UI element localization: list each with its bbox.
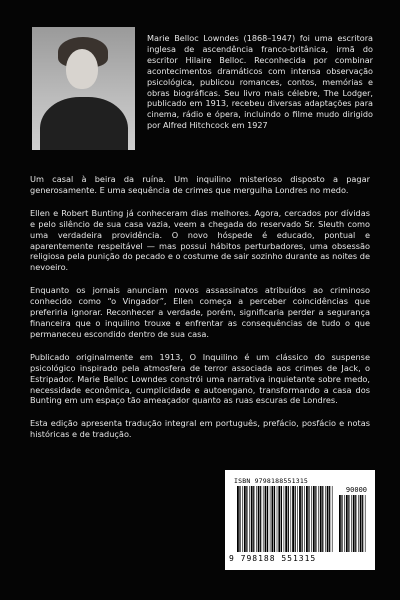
barcode-stripe <box>329 486 330 552</box>
barcode-stripe <box>346 495 348 552</box>
synopsis-paragraph-4: Publicado originalmente em 1913, O Inquilino é um clássico do suspense psicológico inspirado pela atmosfera de terror associada aos crimes de Jack, o Estripador. Marie Belloc Lowndes constrói uma narrativa inquietante sobre medo, necessidade econômica, cumplicidade e autoengano, transformando a casa dos Bunting em um espaço tão ameaçador quanto as ruas escuras de Londres. <box>30 351 370 406</box>
barcode-stripe <box>274 486 275 552</box>
author-photo-face <box>66 49 98 89</box>
barcode-stripe <box>365 495 366 552</box>
barcode-stripe <box>272 486 274 552</box>
barcode-stripe <box>313 486 315 552</box>
barcode-stripe <box>253 486 254 552</box>
barcode-stripe <box>295 486 296 552</box>
barcode-stripe <box>267 486 268 552</box>
author-photo-body <box>40 97 128 150</box>
price-barcode <box>339 495 367 552</box>
synopsis <box>30 174 370 452</box>
barcode-stripe <box>304 486 305 552</box>
barcode-stripe <box>278 486 280 552</box>
synopsis-paragraph-3: Enquanto os jornais anunciam novos assassinatos atribuídos ao criminoso conhecido como “o Vingador”, Ellen começa a perceber coincidências que preferiria ignorar. Reconhecer a verdade, porém, significaria perder a segurança financeira que o inquilino trouxe e enfrentar as consequências de tudo o que permaneceu escondido dentro de sua casa. <box>30 285 370 339</box>
barcode-stripe <box>360 495 362 552</box>
author-bio: Marie Belloc Lowndes (1868–1947) foi uma escritora inglesa de ascendência franco-britânica, irmã do escritor Hilaire Belloc. Reconhecida por combinar acontecimentos dramáticos com intensa observação psicológica, publicou romances, contos, memórias e obras biográficas. Seu livro mais célebre, The Lodger, publicado em 1913, recebeu diversas adaptações para cinema, rádio e ópera, incluindo o filme mudo dirigido por Alfred Hitchcock em 1927 <box>147 33 373 131</box>
barcode-stripe <box>239 486 240 552</box>
synopsis-paragraph-2: Ellen e Robert Bunting já conheceram dias melhores. Agora, cercados por dívidas e pelo silêncio de sua casa vazia, veem a chegada do reservado Sr. Sleuth como uma verdadeira providência. O novo hóspede é educado, pontual e aparentemente respeitável — mas possui hábitos perturbadores, uma obsessão religiosa pela punição do pecado e o costume de sair sozinho durante as noites de nevoeiro. <box>30 207 370 273</box>
barcode-stripe <box>327 486 329 552</box>
barcode-stripe <box>244 486 246 552</box>
barcode-stripe <box>318 486 319 552</box>
barcode-stripe <box>288 486 289 552</box>
barcode-stripe <box>249 486 250 552</box>
barcode-stripe <box>306 486 308 552</box>
synopsis-paragraph-1: Um casal à beira da ruína. Um inquilino misterioso disposto a pagar generosamente. E uma sequência de crimes que mergulha Londres no medo. <box>30 174 370 195</box>
barcode-stripe <box>325 486 326 552</box>
barcode-stripe <box>297 486 298 552</box>
barcode-stripe <box>277 486 278 552</box>
barcode-stripe <box>281 486 282 552</box>
isbn-digits: 9 798188 551315 <box>229 554 317 563</box>
barcode-stripe <box>299 486 301 552</box>
barcode-stripe <box>348 495 349 552</box>
barcode-stripe <box>302 486 303 552</box>
barcode-stripe <box>362 495 363 552</box>
barcode-stripe <box>308 486 309 552</box>
barcode-stripe <box>339 495 341 552</box>
barcode-stripe <box>237 486 239 552</box>
barcode-stripe <box>353 495 355 552</box>
synopsis-paragraph-5: Esta edição apresenta tradução integral em português, prefácio, posfácio e notas históricas e de tradução. <box>30 418 370 440</box>
barcode-stripe <box>341 495 342 552</box>
barcode-stripe <box>263 486 264 552</box>
barcode-stripe <box>332 486 333 552</box>
barcode-stripe <box>246 486 247 552</box>
isbn-label: ISBN 9798188551315 <box>234 477 309 485</box>
barcode-box <box>225 470 375 570</box>
isbn-barcode <box>237 486 335 552</box>
barcode-stripe <box>315 486 316 552</box>
barcode-stripe <box>311 486 312 552</box>
price-code: 90000 <box>345 486 367 494</box>
barcode-stripe <box>260 486 261 552</box>
author-photo <box>32 27 135 150</box>
barcode-stripe <box>285 486 287 552</box>
barcode-stripe <box>355 495 356 552</box>
barcode-stripe <box>322 486 323 552</box>
barcode-stripe <box>291 486 292 552</box>
barcode-stripe <box>256 486 257 552</box>
barcode-stripe <box>292 486 294 552</box>
barcode-stripe <box>251 486 253 552</box>
barcode-stripe <box>320 486 322 552</box>
barcode-stripe <box>242 486 243 552</box>
barcode-stripe <box>270 486 271 552</box>
barcode-stripe <box>258 486 260 552</box>
barcode-stripe <box>284 486 285 552</box>
barcode-stripe <box>265 486 267 552</box>
barcode-stripe <box>358 495 359 552</box>
barcode-stripe <box>344 495 345 552</box>
barcode-stripe <box>351 495 352 552</box>
